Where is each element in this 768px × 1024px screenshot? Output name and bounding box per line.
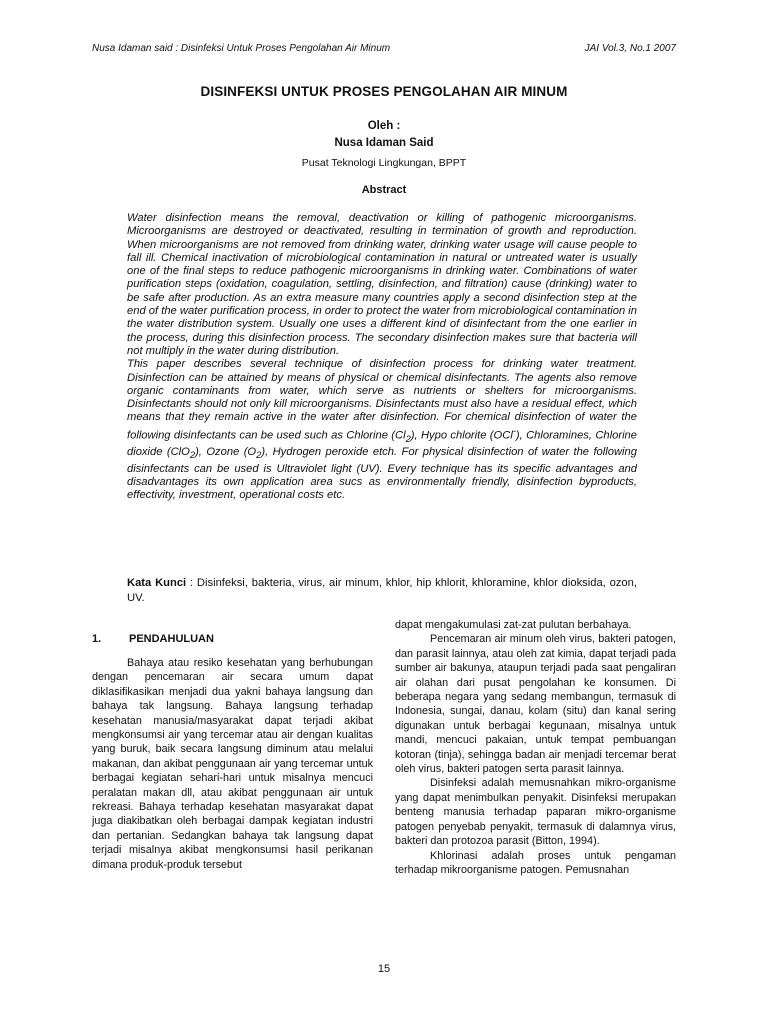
abstract-paragraph-2 bbox=[127, 358, 637, 502]
abstract-p2-text-4: ), Ozone (O bbox=[195, 446, 257, 459]
right-column bbox=[395, 618, 676, 877]
abstract-body bbox=[127, 212, 637, 502]
affiliation: Pusat Teknologi Lingkungan, BPPT bbox=[301, 157, 467, 169]
section-number: 1. bbox=[92, 633, 102, 645]
keywords-label: Kata Kunci bbox=[127, 577, 187, 589]
running-header bbox=[92, 41, 676, 57]
abstract-p2-text-5: ), Hydrogen peroxide etch. For physical disinfection of water the following disinfectants can be used is Ultraviolet light (UV). Every technique has its specific advantages and disadvantages its own application area sucs as environmentally friendly, disinfection byproducts, effectivity, investment, operational costs etc. bbox=[127, 446, 637, 502]
subscript-o2: 2 bbox=[256, 450, 262, 461]
subscript-clo2: 2 bbox=[189, 450, 196, 461]
left-column bbox=[92, 632, 373, 872]
abstract-paragraph-1: Water disinfection means the removal, deactivation or killing of pathogenic microorganisms. Microorganisms are destroyed or deactivated, resulting in termination of growth and reproduction. When microorganisms are not removed from drinking water, drinking water usage will cause people to fall ill. Chemical inactivation of microbiological contamination in natural or untreated water is usually one of the final steps to reduce pathogenic microorganisms in drinking water. Combinations of water purification steps (oxidation, coagulation, settling, disinfection, and filtration) cause (drinking) water to be safe after production. As an extra measure many countries apply a second disinfection step at the end of the water purification process, in order to protect the water from microbiological contamination in the water distribution system. Usually one uses a different kind of disinfectant from the one earlier in the process, during this disinfection process. The secondary disinfection makes sure that bacteria will not multiply in the water during distribution. bbox=[127, 212, 637, 357]
section-title: PENDAHULUAN bbox=[129, 633, 214, 645]
section-heading bbox=[92, 632, 373, 646]
superscript-ocl: - bbox=[512, 425, 516, 436]
intro-paragraph-4: Khlorinasi adalah proses untuk pengaman terhadap mikroorganisme patogen. Pemusnahan bbox=[395, 849, 676, 876]
author-name: Nusa Idaman Said bbox=[334, 137, 434, 149]
abstract-heading: Abstract bbox=[361, 184, 407, 196]
abstract-p2-text-2: ), Hypo chlorite (OCl bbox=[410, 429, 513, 442]
running-header-citation: Nusa Idaman said : Disinfeksi Untuk Proses Pengolahan Air Minum bbox=[92, 43, 391, 54]
abstract-p2-text-3: ), Chloramines, Chlorine dioxide (ClO bbox=[127, 429, 638, 459]
byline bbox=[0, 118, 768, 152]
page-number: 15 bbox=[377, 963, 391, 975]
byline-oleh: Oleh : bbox=[367, 120, 401, 132]
keywords bbox=[127, 576, 637, 606]
subscript-cl2: 2 bbox=[405, 433, 411, 444]
intro-paragraph-1: Bahaya atau resiko kesehatan yang berhubungan dengan pencemaran air secara umum dapat diklasifikasikan menjadi dua yakni bahaya langsung dan bahaya tak langsung. Bahaya langsung terhadap kesehatan manusia/masyarakat dapat terjadi akibat mengkonsumsi air yang tercemar atau air dengan kualitas yang buruk, baik secara langsung diminum atau melalui makanan, dan akibat penggunaan air yang tercemar untuk berbagai kegiatan sehari-hari untuk misalnya mencuci peralatan makan dll, atau akibat penggunaan air untuk rekreasi. Bahaya terhadap kesehatan masyarakat dapat juga diakibatkan oleh berbagai dampak kegiatan industri dan pertanian. Sedangkan bahaya tak langsung dapat terjadi misalnya akibat mengkonsumsi hasil perikanan dimana produk-produk tersebut bbox=[92, 657, 373, 871]
abstract-p2-text-1: This paper describes several technique of disinfection process for drinking water treatment. Disinfection can be attained by means of physical or chemical disinfectants. The agents also remove organic contaminants from water, which serve as nutrients or shelters for microorganisms. Disinfectants should not only kill microorganisms. Disinfectants must also have a residual effect, which means that they remain active in the water after disinfection. For chemical disinfection of water the following disinfectants can be used such as Chlorine (Cl bbox=[127, 358, 637, 442]
intro-paragraph-1-continued: dapat mengakumulasi zat-zat pulutan berbahaya. bbox=[395, 619, 632, 631]
intro-paragraph-2: Pencemaran air minum oleh virus, bakteri patogen, dan parasit lainnya, atau oleh zat kimia, dapat terjadi pada sumber air bakunya, ataupun terjadi pada saat pengaliran air olahan dari pusat pengolahan ke konsumen. Di beberapa negara yang sedang membangun, termasuk di Indonesia, sungai, danau, kolam (situ) dan kanal sering digunakan untuk berbagai kegunaan, misalnya untuk mandi, mencuci pakaian, untuk tempat pembuangan kotoran (tinja), sehingga badan air menjadi tercemar berat oleh virus, bakteri patogen serta parasit lainnya. bbox=[395, 633, 676, 776]
intro-paragraph-3: Disinfeksi adalah memusnahkan mikro-organisme yang dapat menimbulkan penyakit. Disinfeksi merupakan benteng manusia terhadap paparan mikro-organisme patogen penyebab penyakit, termasuk di dalamnya virus, bakteri dan protozoa parasit (Bitton, 1994). bbox=[395, 777, 676, 848]
keywords-text: : Disinfeksi, bakteria, virus, air minum, khlor, hip khlorit, khloramine, khlor dioksida, ozon, UV. bbox=[127, 577, 637, 604]
running-header-journal: JAI Vol.3, No.1 2007 bbox=[584, 43, 676, 54]
paper-title: DISINFEKSI UNTUK PROSES PENGOLAHAN AIR MINUM bbox=[200, 84, 568, 99]
